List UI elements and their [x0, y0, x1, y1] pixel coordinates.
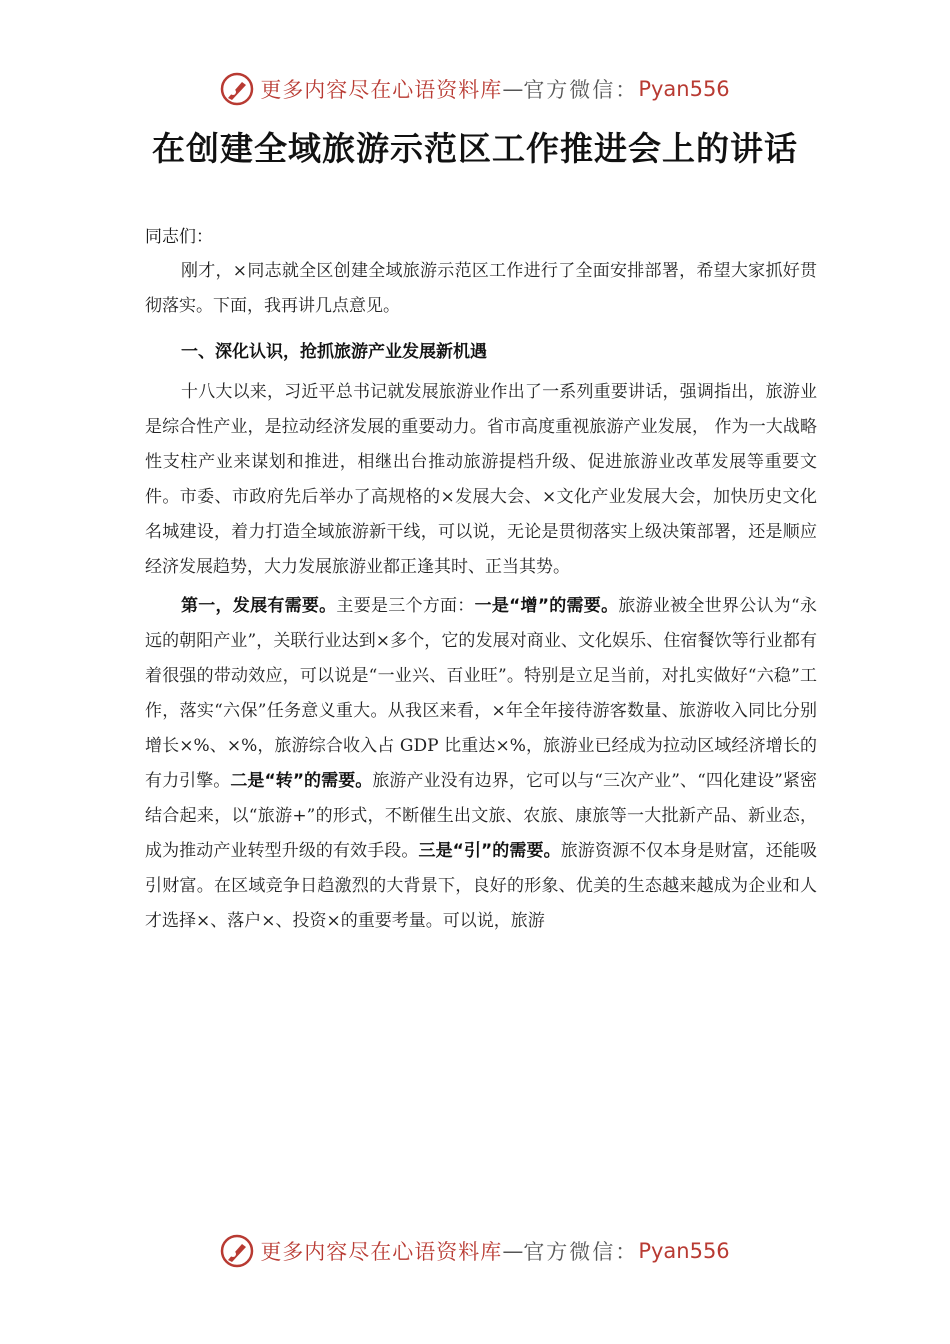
point-bold-2: 二是“转”的需要。 — [230, 771, 373, 791]
intro-text: 刚才，×同志就全区创建全域旅游示范区工作进行了全面安排部署，希望大家抓好贯彻落实。下面，我再讲几点意见。 — [145, 261, 817, 316]
banner-separator: — — [502, 1239, 524, 1263]
banner-separator: — — [502, 77, 524, 101]
section-paragraph — [145, 375, 817, 585]
section-text: 十八大以来，习近平总书记就发展旅游业作出了一系列重要讲话，强调指出，旅游业是综合性产业，是拉动经济发展的重要动力。省市高度重视旅游产业发展， 作为一大战略性支柱产业来谋划和推进，相继出台推动旅游提档升级、促进旅游业改革发展等重要文件。市委、市政府先后举办了高规格的×发展大会、×文化产业发展大会，加快历史文化名城建设，着力打造全域旅游新干线，可以说，无论是贯彻落实上级决策部署，还是顺应经济发展趋势，大力发展旅游业都正逢其时、正当其势。 — [145, 382, 817, 577]
point-text-3: 旅游产业没有边界，它可以与“三次产业”、“四化建设”紧密结合起来，以“旅游+”的形式，不断催生出文旅、农旅、康旅等一大批新产品、新业态，成为推动产业转型升级的有效手段。 — [145, 771, 817, 861]
banner-wechat-id: Pyan556 — [638, 1239, 730, 1263]
pen-logo-icon — [220, 1234, 254, 1268]
point-lead: 第一，发展有需要。 — [181, 596, 337, 616]
section-heading: 一、深化认识，抢抓旅游产业发展新机遇 — [181, 342, 487, 362]
point-bold-3: 三是“引”的需要。 — [418, 841, 561, 861]
header-banner — [0, 72, 950, 106]
intro-paragraph — [145, 254, 817, 324]
banner-wechat-label: 官方微信： — [523, 78, 639, 102]
point-bold-1: 一是“增”的需要。 — [474, 596, 619, 616]
footer-banner — [0, 1234, 950, 1268]
banner-text: 更多内容尽在心语资料库 — [260, 1240, 503, 1264]
point-text — [145, 589, 817, 939]
banner-wechat-label: 官方微信： — [523, 1240, 639, 1264]
document-title: 在创建全域旅游示范区工作推进会上的讲话 — [152, 129, 798, 168]
pen-logo-icon — [220, 72, 254, 106]
point-text-1: 主要是三个方面： — [336, 596, 475, 616]
banner-text: 更多内容尽在心语资料库 — [260, 78, 503, 102]
point-text-2: 旅游业被全世界公认为“永远的朝阳产业”，关联行业达到×多个，它的发展对商业、文化娱乐、住宿餐饮等行业都有着很强的带动效应，可以说是“一业兴、百业旺”。特别是立足当前，对扎实做好“六稳”工作，落实“六保”任务意义重大。从我区来看，×年全年接待游客数量、旅游收入同比分别增长×%、×%，旅游综合收入占 GDP 比重达×%，旅游业已经成为拉动区域经济增长的有力引擎。 — [145, 596, 817, 791]
point-text-4: 旅游资源不仅本身是财富，还能吸引财富。在区域竞争日趋激烈的大背景下，良好的形象、优美的生态越来越成为企业和人才选择×、落户×、投资×的重要考量。可以说，旅游 — [145, 841, 817, 931]
point-paragraph — [145, 589, 817, 939]
salutation: 同志们： — [145, 227, 213, 247]
banner-wechat-id: Pyan556 — [638, 77, 730, 101]
